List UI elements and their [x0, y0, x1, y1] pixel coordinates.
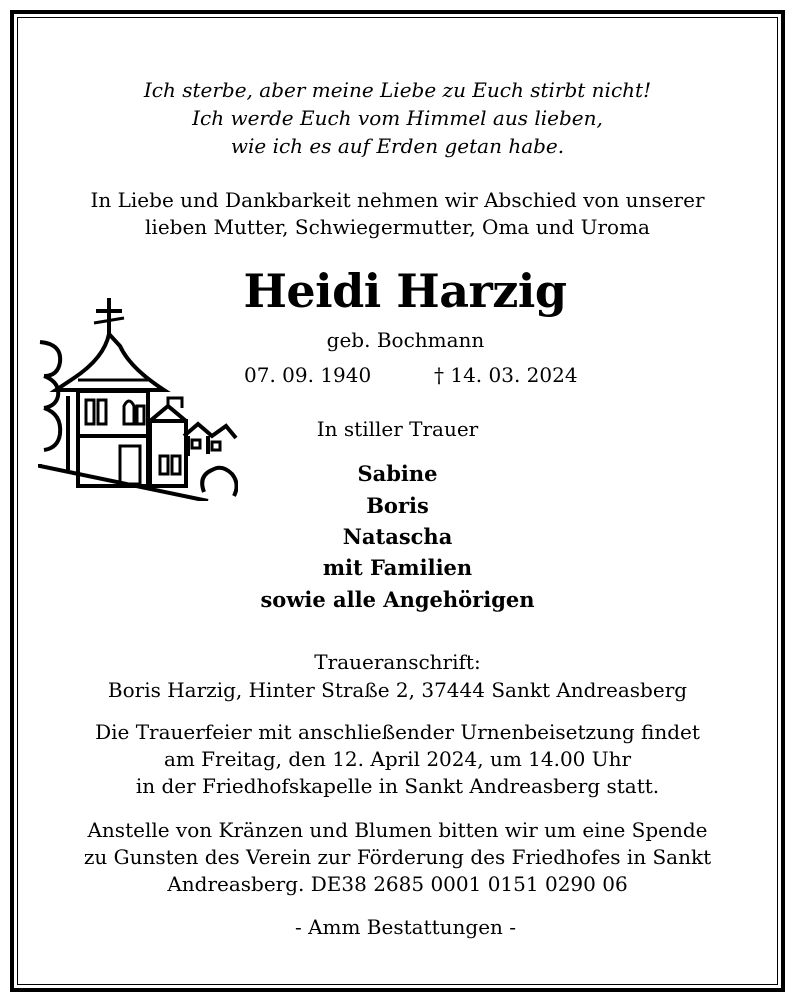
donation-line-2: zu Gunsten des Verein zur Förderung des Friedhofes in Sankt	[83, 845, 712, 869]
mourning-label: In stiller Trauer	[316, 417, 479, 441]
intro-line-2: lieben Mutter, Schwiegermutter, Oma und Uroma	[145, 215, 650, 239]
ceremony-line-1: Die Trauerfeier mit anschließender Urnenbeisetzung findet	[95, 720, 700, 744]
address-label: Traueranschrift:	[314, 650, 481, 674]
poem-line-1: Ich sterbe, aber meine Liebe zu Euch stirbt nicht!	[143, 78, 652, 102]
address-value: Boris Harzig, Hinter Straße 2, 37444 Sankt Andreasberg	[107, 678, 688, 702]
ceremony-line-2: am Freitag, den 12. April 2024, um 14.00 Uhr	[163, 747, 632, 771]
poem-line-3: wie ich es auf Erden getan habe.	[230, 134, 565, 158]
undertaker: - Amm Bestattungen -	[294, 915, 517, 939]
mourner-5: sowie alle Angehörigen	[260, 587, 535, 612]
ceremony-line-3: in der Friedhofskapelle in Sankt Andreasberg statt.	[135, 774, 660, 798]
mourner-1: Sabine	[357, 461, 438, 486]
birth-date: 07. 09. 1940	[244, 363, 372, 387]
mourner-4: mit Familien	[322, 555, 473, 580]
poem-line-2: Ich werde Euch vom Himmel aus lieben,	[192, 106, 603, 130]
mourner-2: Boris	[366, 493, 429, 518]
deceased-name: Heidi Harzig	[243, 264, 567, 318]
donation-line-3: Andreasberg. DE38 2685 0001 0151 0290 06	[167, 872, 628, 896]
birth-name: geb. Bochmann	[326, 328, 485, 352]
mourner-3: Natascha	[342, 524, 453, 549]
intro-line-1: In Liebe und Dankbarkeit nehmen wir Abschied von unserer	[90, 188, 705, 212]
death-date: † 14. 03. 2024	[434, 363, 578, 387]
donation-line-1: Anstelle von Kränzen und Blumen bitten wir um eine Spende	[87, 818, 708, 842]
